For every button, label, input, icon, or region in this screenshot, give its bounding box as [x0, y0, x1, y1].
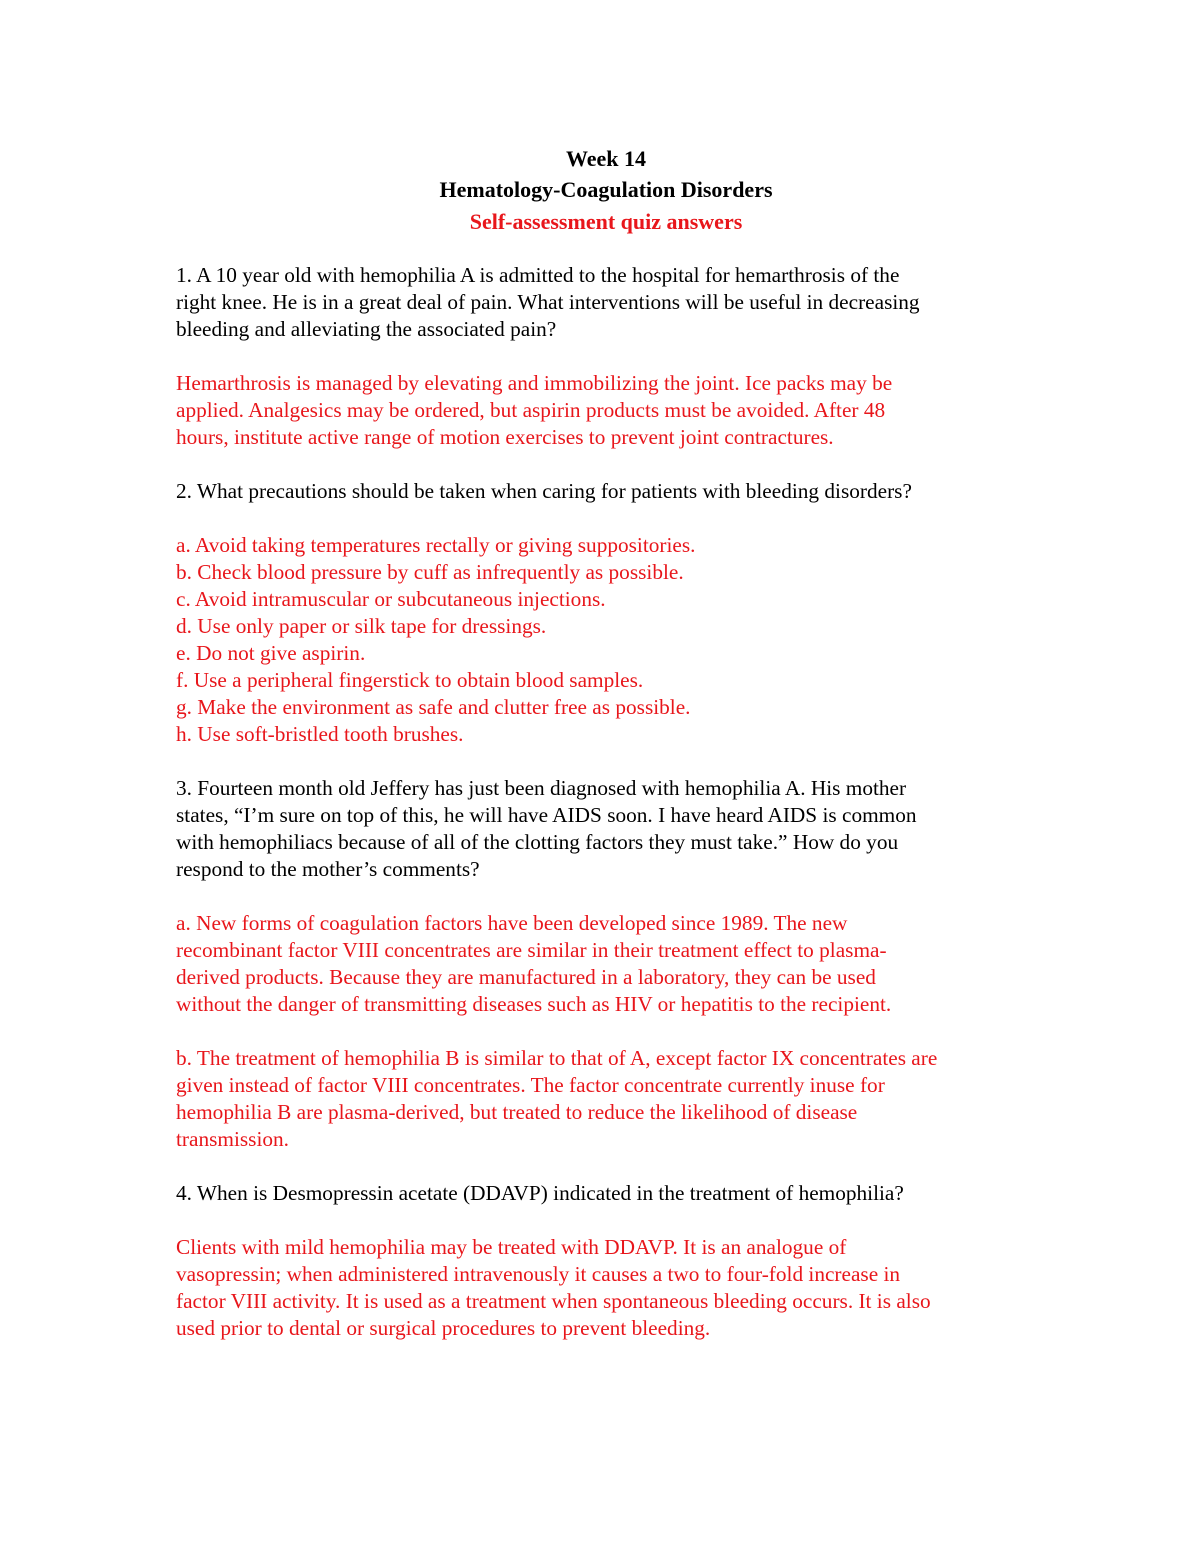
list-item: a. Avoid taking temperatures rectally or giving suppositories. [176, 533, 696, 557]
list-item: c. Avoid intramuscular or subcutaneous injections. [176, 587, 606, 611]
list-item: b. Check blood pressure by cuff as infrequently as possible. [176, 560, 684, 584]
spacer [176, 238, 1036, 262]
list-item: d. Use only paper or silk tape for dressings. [176, 614, 547, 638]
spacer [176, 343, 1036, 370]
answer-1: Hemarthrosis is managed by elevating and immobilizing the joint. Ice packs may be applied. Analgesics may be ordered, but aspirin products must be avoided. After 48 hours, institute active range of motion exercises to prevent joint contractures. [176, 371, 893, 449]
spacer [176, 1018, 1036, 1045]
subtitle-heading: Self-assessment quiz answers [469, 209, 743, 234]
spacer [176, 451, 1036, 478]
question-1: 1. A 10 year old with hemophilia A is admitted to the hospital for hemarthrosis of the right knee. He is in a great deal of pain. What interventions will be useful in decreasing bleeding and alleviating the associated pain? [176, 263, 920, 341]
topic-heading: Hematology-Coagulation Disorders [439, 177, 773, 202]
spacer [176, 748, 1036, 775]
spacer [176, 1153, 1036, 1180]
list-item: f. Use a peripheral fingerstick to obtain blood samples. [176, 668, 644, 692]
question-2: 2. What precautions should be taken when caring for patients with bleeding disorders? [176, 479, 912, 503]
spacer [176, 505, 1036, 532]
question-4: 4. When is Desmopressin acetate (DDAVP) indicated in the treatment of hemophilia? [176, 1181, 904, 1205]
list-item: e. Do not give aspirin. [176, 641, 366, 665]
spacer [176, 1207, 1036, 1234]
answer-3b: b. The treatment of hemophilia B is similar to that of A, except factor IX concentrates are given instead of factor VIII concentrates. The factor concentrate currently inuse for hemophilia B are plasma-derived, but treated to reduce the likelihood of disease transmission. [176, 1046, 938, 1151]
answer-3a: a. New forms of coagulation factors have been developed since 1989. The new recombinant factor VIII concentrates are similar in their treatment effect to plasma- derived products. Because they are manufactured in a laboratory, they can be used without the danger of transmitting diseases such as HIV or hepatitis to the recipient. [176, 911, 892, 1016]
spacer [176, 883, 1036, 910]
answer-2-list [176, 532, 1036, 748]
answer-4: Clients with mild hemophilia may be treated with DDAVP. It is an analogue of vasopressin; when administered intravenously it causes a two to four-fold increase in factor VIII activity. It is used as a treatment when spontaneous bleeding occurs. It is also used prior to dental or surgical procedures to prevent bleeding. [176, 1235, 931, 1340]
list-item: g. Make the environment as safe and clutter free as possible. [176, 695, 691, 719]
week-heading: Week 14 [565, 146, 647, 171]
question-3: 3. Fourteen month old Jeffery has just been diagnosed with hemophilia A. His mother states, “I’m sure on top of this, he will have AIDS soon. I have heard AIDS is common with hemophiliacs because of all of the clotting factors they must take.” How do you respond to the mother’s comments? [176, 776, 917, 881]
document-content [176, 144, 1036, 1342]
list-item: h. Use soft-bristled tooth brushes. [176, 722, 464, 746]
